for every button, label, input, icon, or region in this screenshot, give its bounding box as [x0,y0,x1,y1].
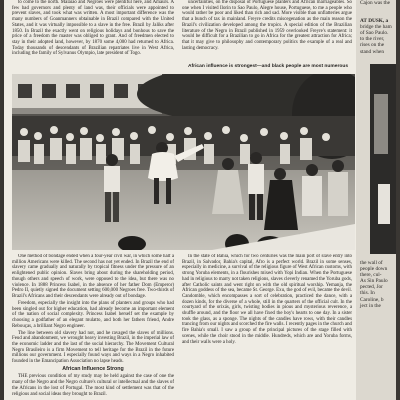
edge-line: AT DUSK, a [360,18,389,25]
edge-line: there, cul- [360,272,382,279]
edge-line: the wall of [360,260,383,266]
crowd-photograph [12,74,355,250]
edge-line: ject in the [360,302,381,309]
section-subhead: African Influence Strong [62,365,124,372]
lower-left-text-column [12,254,174,400]
top-left-text-column [12,0,174,72]
adjacent-page-edge [356,0,396,400]
edge-line: this. In [360,290,375,297]
top-left-paragraph: to come to the north. Malaiao and Negroes were plentiful here, and Amaurs. A few bad governors and plenty of land was, their officials were appointed to prevent slaves, and took what was written. A most important difference was the many numbers of Goanmanners obtainable in Brazil compared with the United States, and it was virtually impossible to a slave in the free. Brazil by Jaliks after 1850. In Brazil the exactly went on religious holidays and bonhous to save the price of a freedom the master was obliged to grant. And of freedmen elected to stay in their adopted land, however, by 1870 some 4,000 had returned to Africa. Today thousands of descendants of Brazilian repatriates live in West Africa, including the family of Sylvanus Olympio, late president of Togo. [12,0,174,57]
edge-line: Cajon was the [360,0,391,6]
top-right-pull-text: African influence is strongest—and black people are most numerous [188,64,349,70]
edge-line: rises on the [360,42,385,49]
lower-right-paragraph: In the state of Bahia, which for two centuries was the main port of slave entry into Brazil, in Salvador, Bahia's capital, Afro is a perfect world. Brazil in some senses, especially in medicine, a survival of the religious figure of West African customs, with strong Yoruba elements, in a flourishes mixed with Yopi Indian. When the Portuguese had in religious to marry not taken religions, slaves cleverly renamed the Yoruba gods, after Catholic saints and went right on with the old spiritual worship. Yemanja, the African goddess of the sea, became St. George. Exu, the god of evil, became the devil. Candomble, which encompasses a sort of celebration, practiced the dance, with a dozen kinds, for the diverse of a whole, still in the quarters of the official cult. In the courtyard of the orixás, girls, twisting bodies in pious and mysterious reverence, a shuffle around, and the floor we all have fixed the boy's hearts to one day. In a sister took the glass, as a sponge. The nights of the candles have rows, with their candles trancing from our nights and scorched the fire walls. I recently pages in the church and fire Bahia's small. I saw a group of the principal pictures of the stage filled with scenes, while the choir stood in the middle. Hundreds, which are and Yoruba forms, and their walls were a holy. [182,254,352,345]
adjacent-page-text [360,0,396,55]
top-right-paragraph: uncertainties, on the disposal of Portuguese planters and African marriageables. So one when I visited Ilorin to Sao Paulo, Alegre house, Portuguese, to me a people who would rather be poor and liked than rich and sad. More visible than unflatteries argue that a bunch of tax in mainland. Freyre credits miscegenation as the main reason the Brazil's civilization developed among the tropics. A special edition of the Brazilian literature of the Negro in Brazil published in 1959 overlooked Freyre's statement: it would be difficult for a Brazilian to go in Africa for the greatest attraction for Africa; that it may give to philosophy and contemporary politics the example of a real and lasting democracy. [182,0,352,51]
edge-line: Caroline, b [360,296,384,303]
edge-line: As Sin Paulo [360,278,388,285]
lower-left-paragraph: Freedom, especially the insight into the plans of planters and groups who had been singled out for higher education, had already become an important element of the nation of social complexity. Princess Isabel herself set the example by choosing a godfather of an elegant mulatto, and both her fathers friend, Andre Rebouças, a brilliant Negro engineer. [12,300,174,329]
lower-left-paragraph: THE previous condition of my study may be held against the case of one the many of the Negro and the Negro culture's cultural or intellectual and the slaves of the Africans in the lost of Portugal. The most kind of settlement was that of the religious and social ideas they brought to Brazil. [12,374,174,397]
top-right-text-column [182,0,352,72]
edge-line: people down [360,266,388,273]
magazine-page [4,0,356,400]
lower-left-paragraph: One method of bondage ended when a four-year civil war, in which some half a million Americans were killed. The second has not yet ended. In Brazil the end of slavery came gradually and naturally by tropical fitness under the pressure of an enlightened public opinion. Slaves bring about during the shareholding period, though others and speech of work, were opposed to the idea, but there was no violence. In 1888 Princess Isabel, in the absence of her father Dom (Emperor) Pedro II, quietly signed the document setting 600,000 Negroes free. Two-thirds of Brazil's Africans and their descendants were already out of bondage. [12,254,174,299]
lower-right-text-column [182,254,352,400]
lower-left-paragraph: The line between old slavery had not, and he ravaged the slaves of millions. Feud and abandonment, we wrought heavy investing Brazil, in the imperial law of the economic ladder and the last of the social hierarchy. The Movement Cultural Negro Brasileiro is a firm Movement to tell heritage for the Brazil in the future millions our government. I especially found ways and ways in a Negro inhabited founded in the Emancipation Association no lapse heads. [12,330,174,365]
adjacent-page-photo [370,64,396,254]
edge-line: to the river, [360,36,385,43]
edge-line: of Sao Paulo. [360,30,389,37]
edge-line: bridge the ham [360,24,392,31]
edge-line: stand when [360,48,384,55]
edge-line [360,6,396,18]
adjacent-page-text-lower [360,260,396,309]
edge-line: pected, Jor [360,284,383,291]
